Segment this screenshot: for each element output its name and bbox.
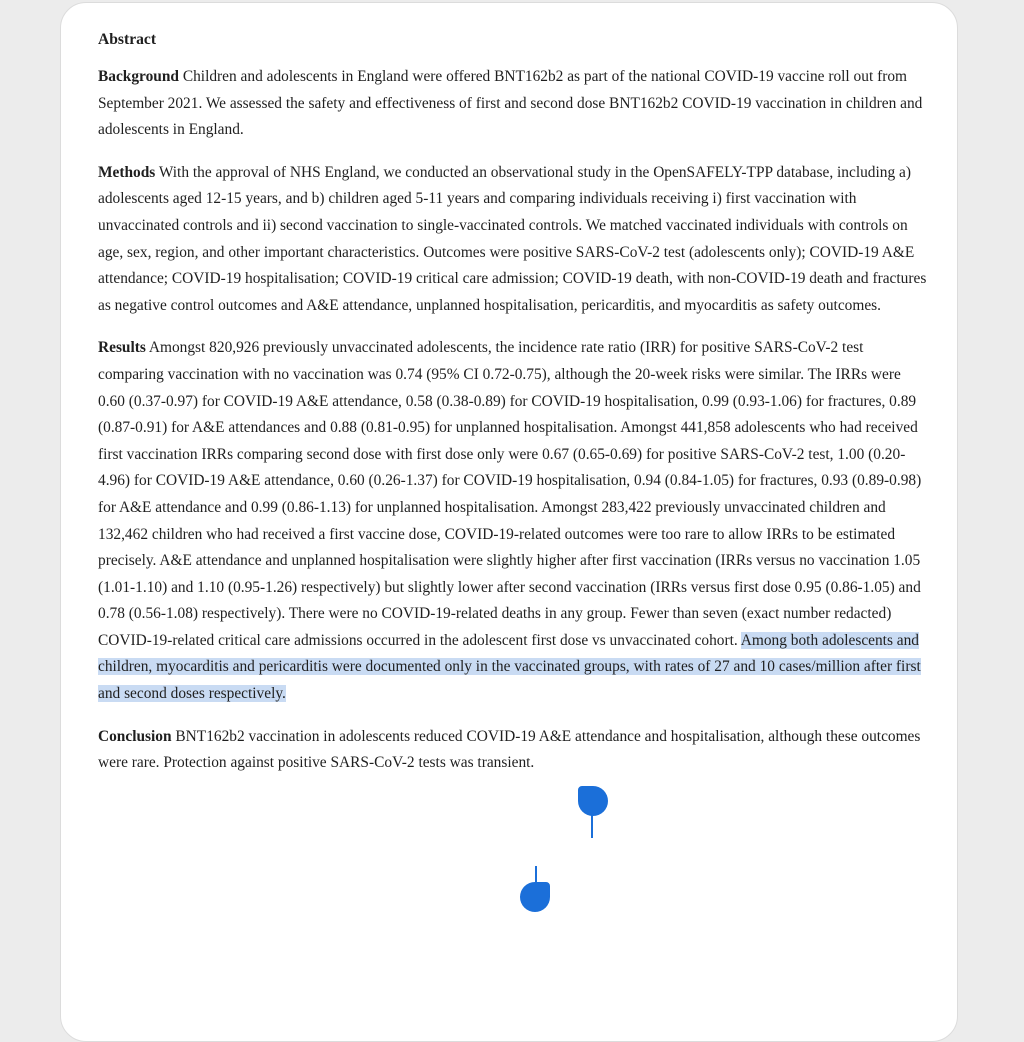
background-text: Children and adolescents in England were offered BNT162b2 as part of the national COVID-19 vaccine roll out from September 2021. We assessed the safety and effectiveness of first and second dose BNT162b2 COVID-19 vaccination in children and adolescents in England. xyxy=(98,68,923,139)
abstract-content[interactable] xyxy=(98,28,928,793)
abstract-heading: Abstract xyxy=(98,31,157,48)
conclusion-label: Conclusion xyxy=(98,727,172,745)
results-label: Results xyxy=(98,339,146,357)
background-label: Background xyxy=(98,68,179,85)
selection-start-handle[interactable] xyxy=(578,786,608,816)
methods-paragraph[interactable] xyxy=(98,160,928,320)
background-paragraph[interactable] xyxy=(98,64,928,144)
results-paragraph[interactable] xyxy=(98,335,928,707)
conclusion-text: BNT162b2 vaccination in adolescents reduced COVID-19 A&E attendance and hospitalisation, although these outcomes were rare. Protection against positive SARS-CoV-2 tests was transient. xyxy=(98,727,921,772)
methods-label: Methods xyxy=(98,163,156,181)
selection-end-handle[interactable] xyxy=(520,882,550,912)
results-text: Amongst 820,926 previously unvaccinated adolescents, the incidence rate ratio (IRR) for positive SARS-CoV-2 test comparing vaccination with no vaccination was 0.74 (95% CI 0.72-0.75), although the 20-week risks were similar. The IRRs were 0.60 (0.37-0.97) for COVID-19 A&E attendance, 0.58 (0.38-0.89) for COVID-19 hospitalisation, 0.99 (0.93-1.06) for fractures, 0.89 (0.87-0.91) for A&E attendances and 0.88 (0.81-0.95) for unplanned hospitalisation. Amongst 441,858 adolescents who had received first vaccination IRRs comparing second dose with first dose only were 0.67 (0.65-0.69) for positive SARS-CoV-2 test, 1.00 (0.20-4.96) for COVID-19 A&E attendance, 0.60 (0.26-1.37) for COVID-19 hospitalisation, 0.94 (0.84-1.05) for fractures, 0.93 (0.89-0.98) for A&E attendance and 0.99 (0.86-1.13) for unplanned hospitalisation. Amongst 283,422 previously unvaccinated children and 132,462 children who had received a first vaccine dose, COVID-19-related outcomes were too rare to allow IRRs to be estimated precisely. A&E attendance and unplanned hospitalisation were slightly higher after first vaccination (IRRs versus no vaccination 1.05 (1.01-1.10) and 1.10 (0.95-1.26) respectively) but slightly lower after second vaccination (IRRs versus first dose 0.95 (0.86-1.05) and 0.78 (0.56-1.08) respectively). There were no COVID-19-related deaths in any group. Fewer than seven (exact number redacted) COVID-19-related critical care admissions occurred in the adolescent first dose vs unvaccinated cohort. xyxy=(98,339,922,649)
conclusion-paragraph[interactable] xyxy=(98,724,928,777)
methods-text: With the approval of NHS England, we conducted an observational study in the OpenSAFELY-TPP database, including a) adolescents aged 12-15 years, and b) children aged 5-11 years and comparing individuals receiving i) first vaccination with unvaccinated controls and ii) second vaccination to single-vaccinated controls. We matched vaccinated individuals with controls on age, sex, region, and other important characteristics. Outcomes were positive SARS-CoV-2 test (adolescents only); COVID-19 A&E attendance; COVID-19 hospitalisation; COVID-19 critical care admission; COVID-19 death, with non-COVID-19 death and fractures as negative control outcomes and A&E attendance, unplanned hospitalisation, pericarditis, and myocarditis as safety outcomes. xyxy=(98,163,927,314)
selected-text[interactable]: Among both adolescents and children, myocarditis and pericarditis were documented only in the vaccinated groups, with rates of 27 and 10 cases/million after first and second doses respectively. xyxy=(98,631,921,703)
